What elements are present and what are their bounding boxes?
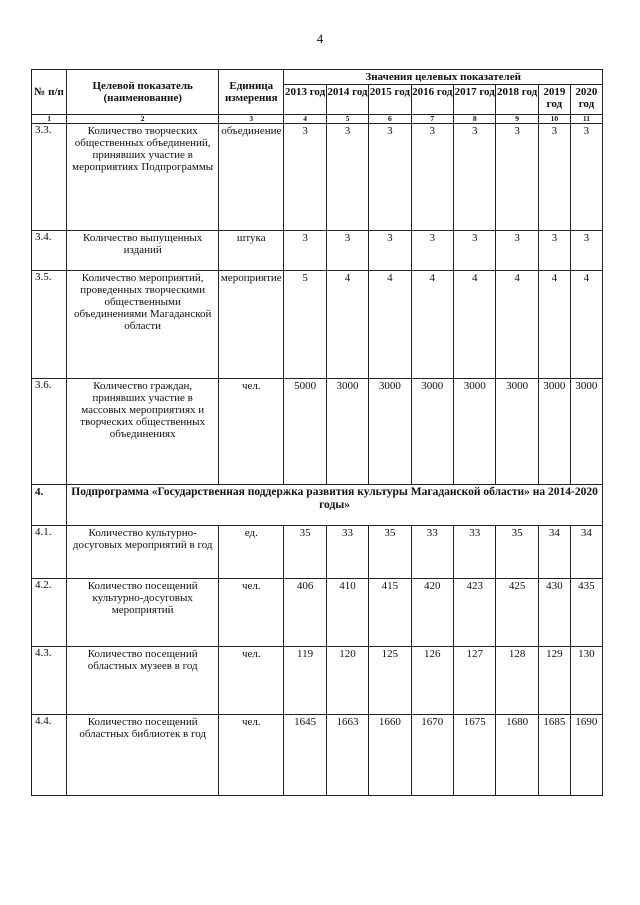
value-cell: 129 [538, 647, 570, 715]
value-cell: 34 [538, 526, 570, 579]
value-cell: 130 [570, 647, 602, 715]
row-number: 3.4. [32, 231, 67, 271]
value-cell: 1690 [570, 715, 602, 796]
subprogram-row [32, 485, 603, 526]
value-cell: 33 [411, 526, 453, 579]
value-cell: 406 [284, 579, 326, 647]
value-cell: 3000 [570, 379, 602, 485]
value-cell: 4 [369, 271, 411, 379]
column-number: 9 [496, 115, 538, 124]
value-cell: 3 [284, 124, 326, 231]
value-cell: 3 [284, 231, 326, 271]
value-cell: 34 [570, 526, 602, 579]
column-number: 3 [219, 115, 284, 124]
target-indicators-table [31, 69, 603, 796]
value-cell: 1670 [411, 715, 453, 796]
value-cell: 1685 [538, 715, 570, 796]
header-year: 2018 год [496, 85, 538, 115]
value-cell: 127 [453, 647, 495, 715]
value-cell: 3 [326, 124, 368, 231]
header-year: 2014 год [326, 85, 368, 115]
unit-cell: чел. [219, 579, 284, 647]
table-row [32, 579, 603, 647]
indicator-name: Количество граждан, принявших участие в массовых мероприятиях и творческих общественных объединениях [67, 379, 219, 485]
value-cell: 4 [570, 271, 602, 379]
value-cell: 435 [570, 579, 602, 647]
row-number: 4.4. [32, 715, 67, 796]
value-cell: 3 [326, 231, 368, 271]
value-cell: 410 [326, 579, 368, 647]
value-cell: 3 [411, 231, 453, 271]
value-cell: 1663 [326, 715, 368, 796]
header-year: 2015 год [369, 85, 411, 115]
unit-cell: мероприятие [219, 271, 284, 379]
value-cell: 33 [453, 526, 495, 579]
value-cell: 3 [453, 231, 495, 271]
value-cell: 425 [496, 579, 538, 647]
column-number: 5 [326, 115, 368, 124]
column-number: 1 [32, 115, 67, 124]
value-cell: 33 [326, 526, 368, 579]
value-cell: 1645 [284, 715, 326, 796]
unit-cell: чел. [219, 647, 284, 715]
header-indicator: Целевой показатель (наименование) [67, 70, 219, 115]
value-cell: 4 [496, 271, 538, 379]
subprogram-number: 4. [32, 485, 67, 526]
value-cell: 4 [538, 271, 570, 379]
value-cell: 35 [369, 526, 411, 579]
value-cell: 4 [326, 271, 368, 379]
value-cell: 3 [496, 231, 538, 271]
column-number: 4 [284, 115, 326, 124]
value-cell: 3 [570, 124, 602, 231]
value-cell: 3000 [411, 379, 453, 485]
value-cell: 5000 [284, 379, 326, 485]
indicator-name: Количество посещений культурно-досуговых мероприятий [67, 579, 219, 647]
row-number: 3.5. [32, 271, 67, 379]
header-num: № п/п [32, 70, 67, 115]
value-cell: 126 [411, 647, 453, 715]
value-cell: 415 [369, 579, 411, 647]
row-number: 4.3. [32, 647, 67, 715]
table-row [32, 647, 603, 715]
value-cell: 3000 [496, 379, 538, 485]
value-cell: 420 [411, 579, 453, 647]
value-cell: 125 [369, 647, 411, 715]
value-cell: 3 [570, 231, 602, 271]
value-cell: 1675 [453, 715, 495, 796]
value-cell: 3 [538, 231, 570, 271]
page-number: 4 [316, 31, 324, 46]
header-year: 2017 год [453, 85, 495, 115]
value-cell: 3 [411, 124, 453, 231]
header-year: 2013 год [284, 85, 326, 115]
indicator-name: Количество творческих общественных объединений, принявших участие в мероприятиях Подпрограммы [67, 124, 219, 231]
value-cell: 423 [453, 579, 495, 647]
indicator-name: Количество посещений областных музеев в год [67, 647, 219, 715]
value-cell: 3 [369, 124, 411, 231]
value-cell: 3 [496, 124, 538, 231]
column-number-row [32, 115, 603, 124]
value-cell: 3000 [538, 379, 570, 485]
value-cell: 3000 [326, 379, 368, 485]
header-year: 2019 год [538, 85, 570, 115]
unit-cell: ед. [219, 526, 284, 579]
unit-cell: объединение [219, 124, 284, 231]
value-cell: 120 [326, 647, 368, 715]
value-cell: 4 [453, 271, 495, 379]
value-cell: 1680 [496, 715, 538, 796]
table-row [32, 526, 603, 579]
value-cell: 3000 [369, 379, 411, 485]
row-number: 3.3. [32, 124, 67, 231]
header-year: 2020 год [570, 85, 602, 115]
column-number: 6 [369, 115, 411, 124]
value-cell: 119 [284, 647, 326, 715]
value-cell: 35 [496, 526, 538, 579]
indicator-name: Количество выпущенных изданий [67, 231, 219, 271]
value-cell: 3 [369, 231, 411, 271]
indicator-name: Количество культурно-досуговых мероприятий в год [67, 526, 219, 579]
value-cell: 35 [284, 526, 326, 579]
indicator-name: Количество мероприятий, проведенных творческими общественными объединениями Магаданской области [67, 271, 219, 379]
table-row [32, 379, 603, 485]
column-number: 8 [453, 115, 495, 124]
unit-cell: штука [219, 231, 284, 271]
table-row [32, 231, 603, 271]
subprogram-title: Подпрограмма «Государственная поддержка развития культуры Магаданской области» на 2014-2020 годы» [67, 485, 603, 526]
value-cell: 5 [284, 271, 326, 379]
row-number: 4.2. [32, 579, 67, 647]
table-row [32, 271, 603, 379]
column-number: 11 [570, 115, 602, 124]
column-number: 2 [67, 115, 219, 124]
table-row [32, 715, 603, 796]
header-year: 2016 год [411, 85, 453, 115]
value-cell: 3 [453, 124, 495, 231]
column-number: 10 [538, 115, 570, 124]
value-cell: 128 [496, 647, 538, 715]
indicator-name: Количество посещений областных библиотек в год [67, 715, 219, 796]
column-number: 7 [411, 115, 453, 124]
value-cell: 430 [538, 579, 570, 647]
table-row [32, 124, 603, 231]
unit-cell: чел. [219, 379, 284, 485]
value-cell: 3 [538, 124, 570, 231]
value-cell: 3000 [453, 379, 495, 485]
value-cell: 4 [411, 271, 453, 379]
header-unit: Единица измерения [219, 70, 284, 115]
value-cell: 1660 [369, 715, 411, 796]
row-number: 3.6. [32, 379, 67, 485]
header-values: Значения целевых показателей [284, 70, 603, 85]
unit-cell: чел. [219, 715, 284, 796]
row-number: 4.1. [32, 526, 67, 579]
